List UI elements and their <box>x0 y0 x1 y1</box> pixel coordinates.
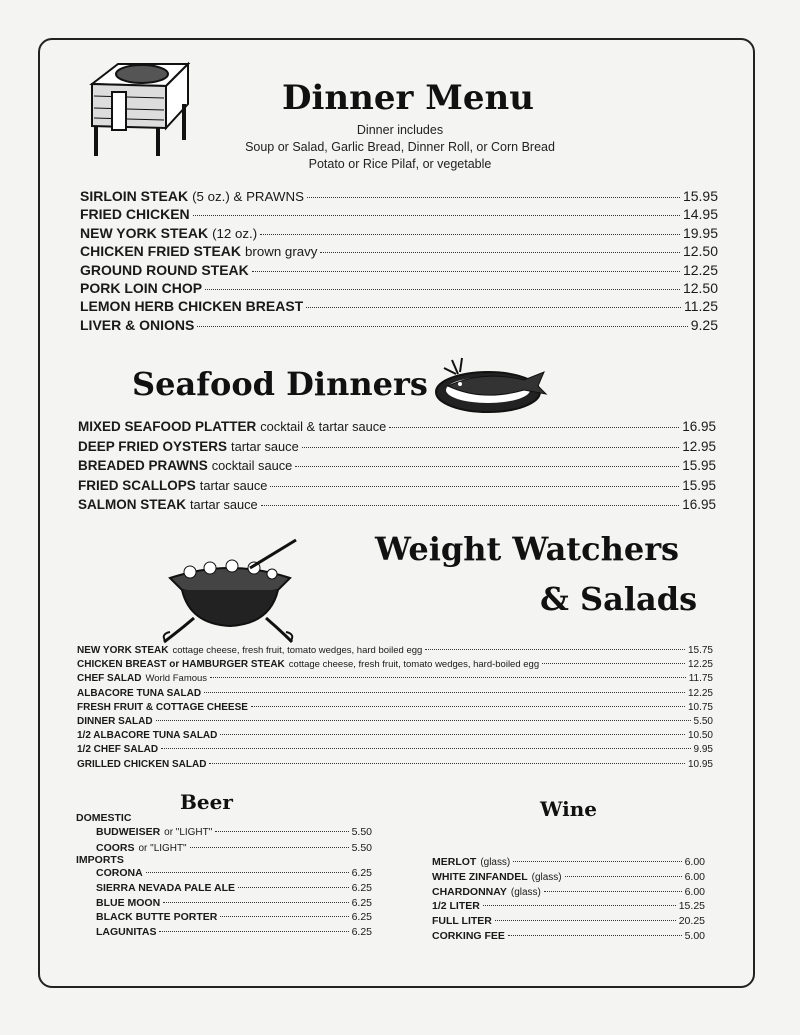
item-description: tartar sauce <box>231 438 299 454</box>
domestic-label: DOMESTIC <box>76 812 132 824</box>
item-name: MIXED SEAFOOD PLATTER <box>78 419 257 434</box>
item-price: 11.75 <box>688 673 713 685</box>
leader-dots <box>513 861 681 862</box>
item-name: BLACK BUTTE PORTER <box>96 911 218 924</box>
menu-item-row <box>96 926 372 938</box>
item-description: tartar sauce <box>190 497 258 512</box>
leader-dots <box>307 197 680 198</box>
menu-item-row <box>77 688 713 699</box>
leader-dots <box>252 271 680 272</box>
item-description: cottage cheese, fresh fruit, tomato wedges, hard-boiled egg <box>288 659 540 671</box>
item-price: 16.95 <box>682 419 716 434</box>
item-price: 10.50 <box>687 730 713 742</box>
menu-item-row <box>77 759 713 770</box>
item-price: 11.25 <box>684 298 718 315</box>
menu-item-row <box>80 243 718 259</box>
item-price: 6.25 <box>351 896 372 909</box>
leader-dots <box>483 905 676 906</box>
seafood-title: Seafood Dinners <box>132 365 428 403</box>
item-name: COORS <box>96 841 135 854</box>
menu-item-row <box>77 716 713 727</box>
salad-bowl-illustration <box>160 538 300 648</box>
leader-dots <box>542 663 685 664</box>
item-description: cocktail & tartar sauce <box>260 419 387 434</box>
item-price: 9.95 <box>693 744 713 756</box>
menu-item-row <box>96 897 372 909</box>
item-name: SIRLOIN STEAK <box>80 188 189 204</box>
item-price: 5.50 <box>351 826 372 838</box>
leader-dots <box>495 920 676 921</box>
item-price: 12.50 <box>682 280 718 296</box>
leader-dots <box>205 289 680 290</box>
menu-item-row <box>78 419 716 434</box>
item-price: 12.25 <box>682 261 718 278</box>
item-description: (12 oz.) <box>212 225 258 241</box>
menu-item-row <box>432 915 705 927</box>
item-price: 14.95 <box>682 206 718 223</box>
item-price: 6.25 <box>351 911 372 924</box>
item-name: BLUE MOON <box>96 896 161 909</box>
beer-title: Beer <box>180 790 233 814</box>
salads-title-line-1: Weight Watchers <box>375 530 680 568</box>
item-description: or "LIGHT" <box>164 827 213 838</box>
leader-dots <box>146 872 349 873</box>
salads-title-line-2: & Salads <box>540 580 698 618</box>
dinner-menu-title: Dinner Menu <box>282 78 534 118</box>
leader-dots <box>425 649 685 650</box>
item-name: CHICKEN FRIED STEAK <box>80 243 242 260</box>
menu-item-row <box>432 871 705 883</box>
item-price: 5.00 <box>684 930 705 942</box>
menu-item-row <box>96 867 372 879</box>
leader-dots <box>220 734 685 735</box>
leader-dots <box>238 887 349 888</box>
menu-item-row <box>80 225 718 241</box>
item-price: 6.25 <box>351 867 372 879</box>
includes-line-2: Soup or Salad, Garlic Bread, Dinner Roll, or Corn Bread <box>245 140 555 154</box>
leader-dots <box>544 891 682 892</box>
item-description: brown gravy <box>245 244 318 260</box>
menu-item-row <box>96 842 372 854</box>
item-description: (glass) <box>531 871 562 883</box>
item-name: CHARDONNAY <box>432 885 507 898</box>
menu-item-row <box>77 673 713 684</box>
item-description: (glass) <box>510 886 541 898</box>
leader-dots <box>163 902 348 903</box>
item-name: DEEP FRIED OYSTERS <box>78 438 228 454</box>
item-name: 1/2 ALBACORE TUNA SALAD <box>77 730 218 742</box>
leader-dots <box>193 215 680 216</box>
item-price: 15.25 <box>678 900 705 913</box>
leader-dots <box>260 234 680 235</box>
menu-item-row <box>432 930 705 942</box>
leader-dots <box>508 935 682 936</box>
item-name: CHEF SALAD <box>77 673 142 685</box>
item-price: 5.50 <box>351 841 372 854</box>
menu-item-row <box>80 206 718 222</box>
leader-dots <box>210 677 686 678</box>
item-price: 6.25 <box>351 926 372 939</box>
leader-dots <box>306 307 681 308</box>
leader-dots <box>197 326 687 327</box>
item-price: 19.95 <box>682 224 718 241</box>
item-price: 12.25 <box>687 659 713 671</box>
menu-item-row <box>78 497 716 512</box>
item-price: 15.95 <box>682 477 716 493</box>
item-name: NEW YORK STEAK <box>80 224 209 241</box>
item-price: 9.25 <box>690 316 718 333</box>
leader-dots <box>261 505 680 506</box>
item-price: 16.95 <box>682 497 716 512</box>
leader-dots <box>270 486 679 487</box>
item-price: 12.95 <box>682 438 716 454</box>
item-name: LIVER & ONIONS <box>80 316 195 333</box>
leader-dots <box>389 427 679 428</box>
leader-dots <box>220 916 348 917</box>
leader-dots <box>215 831 348 832</box>
item-description: (glass) <box>480 857 511 868</box>
leader-dots <box>161 748 690 749</box>
item-price: 20.25 <box>678 915 705 928</box>
item-name: LEMON HERB CHICKEN BREAST <box>80 298 304 315</box>
item-name: CORONA <box>96 867 143 879</box>
item-price: 12.25 <box>687 687 713 699</box>
item-description: (5 oz.) & PRAWNS <box>192 189 304 204</box>
item-name: PORK LOIN CHOP <box>80 280 203 296</box>
item-name: FRESH FRUIT & COTTAGE CHEESE <box>77 701 248 713</box>
item-description: cottage cheese, fresh fruit, tomato wedges, hard boiled egg <box>172 645 423 656</box>
fish-platter-illustration <box>432 354 552 418</box>
item-name: ALBACORE TUNA SALAD <box>77 687 202 699</box>
leader-dots <box>251 706 685 707</box>
item-name: SIERRA NEVADA PALE ALE <box>96 881 236 894</box>
item-name: LAGUNITAS <box>96 926 157 939</box>
imports-label: IMPORTS <box>76 854 124 866</box>
item-name: NEW YORK STEAK <box>77 645 169 656</box>
includes-line-3: Potato or Rice Pilaf, or vegetable <box>308 157 492 171</box>
item-price: 10.95 <box>687 758 713 770</box>
menu-item-row <box>80 188 718 204</box>
item-name: WHITE ZINFANDEL <box>432 870 528 883</box>
item-name: BUDWEISER <box>96 826 161 838</box>
menu-item-row <box>432 900 705 912</box>
item-name: BREADED PRAWNS <box>78 458 208 473</box>
item-price: 15.75 <box>687 645 713 656</box>
menu-item-row <box>78 478 716 493</box>
item-name: SALMON STEAK <box>78 497 186 512</box>
menu-item-row <box>80 262 718 278</box>
leader-dots <box>320 252 680 253</box>
item-description: World Famous <box>145 673 208 685</box>
item-price: 5.50 <box>693 716 713 727</box>
wine-title: Wine <box>540 797 597 821</box>
leader-dots <box>565 876 682 877</box>
menu-item-row <box>80 280 718 296</box>
item-name: MERLOT <box>432 856 477 868</box>
item-name: DINNER SALAD <box>77 716 153 727</box>
menu-item-row <box>77 744 713 755</box>
item-name: FRIED CHICKEN <box>80 206 190 223</box>
item-price: 6.00 <box>684 856 705 868</box>
menu-item-row <box>96 882 372 894</box>
menu-item-row <box>78 439 716 454</box>
item-name: CORKING FEE <box>432 930 505 942</box>
item-name: CHICKEN BREAST or HAMBURGER STEAK <box>77 659 285 671</box>
menu-item-row <box>77 645 713 656</box>
leader-dots <box>159 931 348 932</box>
leader-dots <box>204 692 685 693</box>
item-name: 1/2 LITER <box>432 900 480 913</box>
butcher-block-illustration <box>88 56 192 160</box>
item-name: 1/2 CHEF SALAD <box>77 744 159 756</box>
menu-item-row <box>96 911 372 923</box>
item-name: FULL LITER <box>432 915 492 928</box>
includes-line-1: Dinner includes <box>356 123 444 137</box>
item-price: 15.95 <box>682 458 716 473</box>
menu-item-row <box>77 702 713 713</box>
menu-item-row <box>96 826 372 838</box>
leader-dots <box>295 466 679 467</box>
leader-dots <box>209 763 685 764</box>
leader-dots <box>302 447 680 448</box>
item-name: FRIED SCALLOPS <box>78 477 196 493</box>
item-price: 6.00 <box>684 885 705 898</box>
item-description: cocktail sauce <box>211 458 293 473</box>
item-price: 6.25 <box>351 881 372 894</box>
menu-item-row <box>80 317 718 333</box>
leader-dots <box>156 720 691 721</box>
item-name: GRILLED CHICKEN SALAD <box>77 758 207 770</box>
menu-item-row <box>77 730 713 741</box>
item-price: 10.75 <box>687 701 713 713</box>
item-name: GROUND ROUND STEAK <box>80 261 249 278</box>
item-description: tartar sauce <box>199 477 268 493</box>
menu-item-row <box>432 886 705 898</box>
item-price: 12.50 <box>682 243 718 260</box>
menu-item-row <box>77 659 713 670</box>
menu-item-row <box>78 458 716 473</box>
menu-item-row <box>432 856 705 868</box>
item-description: or "LIGHT" <box>138 842 187 854</box>
item-price: 6.00 <box>684 870 705 883</box>
item-price: 15.95 <box>682 188 718 204</box>
menu-item-row <box>80 298 718 314</box>
leader-dots <box>190 847 349 848</box>
